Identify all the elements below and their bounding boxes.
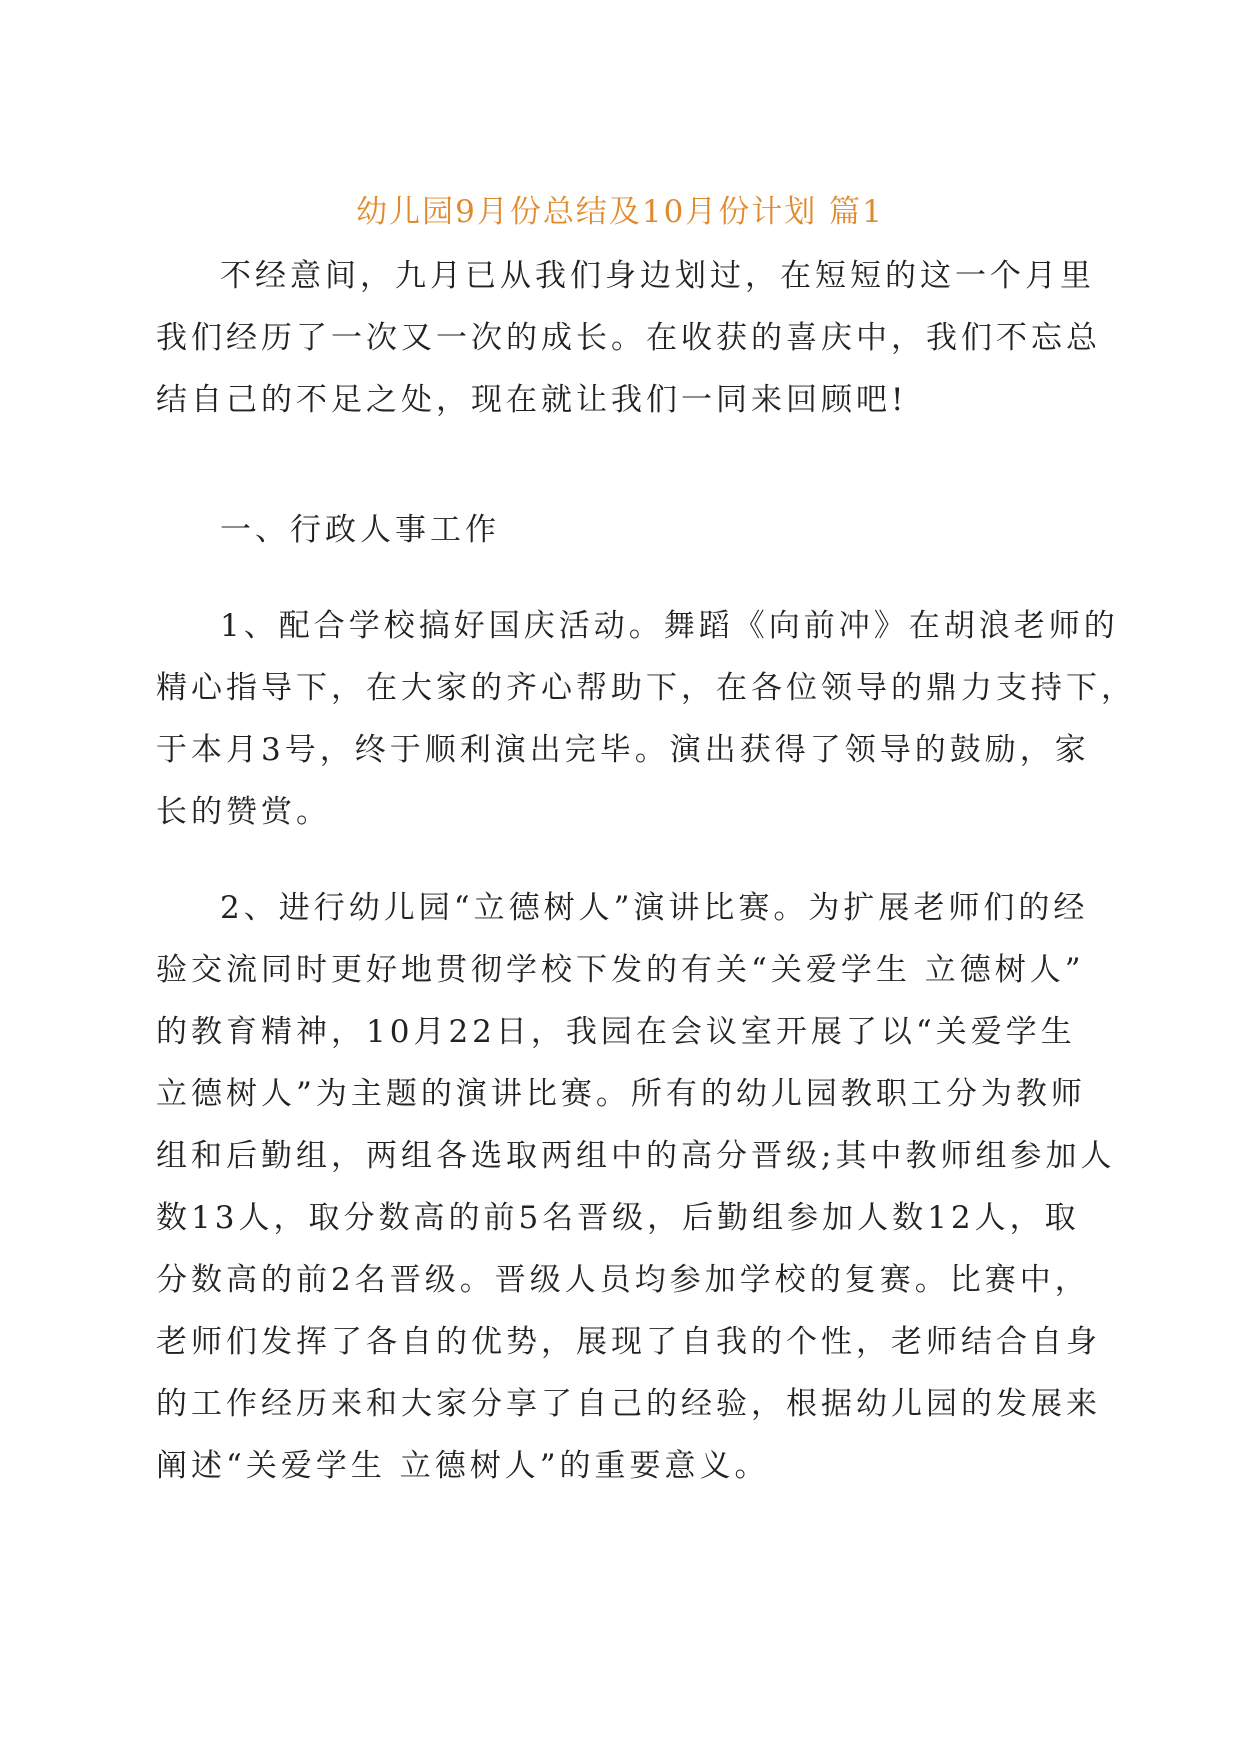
paragraph-intro-line-1: 不经意间，九月已从我们身边划过，在短短的这一个月里: [220, 258, 1095, 294]
item-2-line-8: 老师们发挥了各自的优势，展现了自我的个性，老师结合自身: [156, 1324, 1101, 1360]
item-2-line-1: 2、进行幼儿园“立德树人”演讲比赛。为扩展老师们的经: [220, 890, 1089, 926]
paragraph-intro-line-3: 结自己的不足之处，现在就让我们一同来回顾吧!: [156, 382, 908, 418]
document-title: 幼儿园9月份总结及10月份计划 篇1: [356, 194, 884, 230]
item-2-line-10: 阐述“关爱学生 立德树人”的重要意义。: [156, 1448, 770, 1484]
item-2-line-7: 分数高的前2名晋级。晋级人员均参加学校的复赛。比赛中，: [156, 1262, 1090, 1298]
item-1-line-4: 长的赞赏。: [156, 794, 331, 830]
item-2-line-6: 数13人，取分数高的前5名晋级，后勤组参加人数12人，取: [156, 1200, 1080, 1236]
item-2-line-2: 验交流同时更好地贯彻学校下发的有关“关爱学生 立德树人”: [156, 952, 1085, 988]
paragraph-intro-line-2: 我们经历了一次又一次的成长。在收获的喜庆中，我们不忘总: [156, 320, 1101, 356]
item-2-line-9: 的工作经历来和大家分享了自己的经验，根据幼儿园的发展来: [156, 1386, 1101, 1422]
item-2-line-4: 立德树人”为主题的演讲比赛。所有的幼儿园教职工分为教师: [156, 1076, 1086, 1112]
section-heading: 一、行政人事工作: [220, 512, 500, 548]
item-2-line-3: 的教育精神，10月22日，我园在会议室开展了以“关爱学生: [156, 1014, 1076, 1050]
item-1-line-1: 1、配合学校搞好国庆活动。舞蹈《向前冲》在胡浪老师的: [220, 608, 1119, 644]
item-1-line-3: 于本月3号，终于顺利演出完毕。演出获得了领导的鼓励，家: [156, 732, 1090, 768]
item-2-line-5: 组和后勤组，两组各选取两组中的高分晋级;其中教师组参加人: [156, 1138, 1116, 1174]
item-1-line-2: 精心指导下，在大家的齐心帮助下，在各位领导的鼎力支持下，: [156, 670, 1136, 706]
